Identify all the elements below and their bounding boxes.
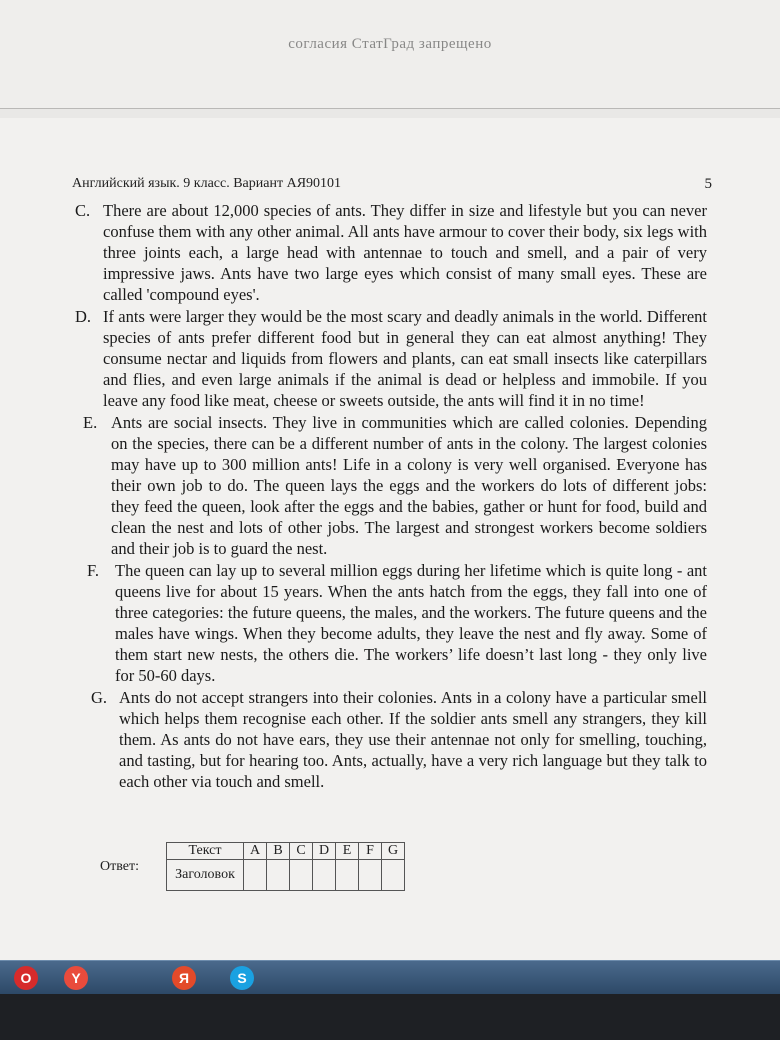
answer-blank-cell — [336, 860, 359, 891]
answer-block — [100, 842, 440, 902]
previous-page-footer-text: согласия СтатГрад запрещено — [288, 36, 492, 52]
previous-page-bottom — [0, 0, 780, 109]
taskbar — [0, 960, 780, 995]
paragraph-f — [87, 560, 707, 686]
answer-letter-cell: E — [336, 843, 359, 860]
answer-table-header-text: Текст — [167, 843, 244, 860]
paragraph-e — [83, 412, 707, 559]
paragraph-letter: C. — [75, 201, 91, 220]
page-header-title: Английский язык. 9 класс. Вариант АЯ90101 — [72, 176, 342, 191]
answer-letter-cell: D — [313, 843, 336, 860]
paragraph-d — [75, 306, 707, 411]
paragraph-text: Ants are social insects. They live in communities which are called colonies. Depending on the species, there can be a different number of ants in the colony. The largest colonies may have up to 300 million ants! Life in a colony is very well organised. Everyone has their own job to do. The queen lays the eggs and the workers do lots of different jobs: they feed the queen, look after the eggs and the babies, gather or hunt for food, build and clean the nest and lots of other jobs. The largest and strongest workers become soldiers and their job is to guard the nest. — [111, 413, 707, 558]
paragraph-letter: F. — [87, 561, 99, 580]
paragraph-text: The queen can lay up to several million eggs during her lifetime which is quite long - ant queens live for about 15 years. When the ants hatch from the eggs, they fall into one of three categories: the future queens, the males, and the workers. The future queens and the males have wings. When they become adults, they leave the nest and fly away. Some of them start new nests, the others die. The workers’ life doesn’t last long - they only live for 50-60 days. — [115, 561, 707, 685]
answer-blank-cell — [244, 860, 267, 891]
answer-letter-cell: F — [359, 843, 382, 860]
answer-letter-cell: B — [267, 843, 290, 860]
answer-table — [166, 842, 405, 891]
paragraph-letter: G. — [91, 688, 108, 707]
answer-label: Ответ: — [100, 859, 139, 874]
paragraph-g — [91, 687, 707, 792]
document-page — [0, 118, 780, 960]
answer-table-header-heading: Заголовок — [167, 860, 244, 891]
page-number: 5 — [704, 176, 712, 192]
monitor-bezel — [0, 994, 780, 1040]
answer-letter-cell: A — [244, 843, 267, 860]
skype-icon[interactable]: S — [230, 966, 254, 990]
paragraph-text: If ants were larger they would be the most scary and deadly animals in the world. Different species of ants prefer different food but in general they can eat almost anything! They consume nectar and liquids from flowers and plants, can eat small insects like caterpillars and flies, and even large animals if the animal is dead or helpless and immobile. If you leave any food like meat, cheese or sweets outside, the ants will find it in no time! — [103, 307, 707, 410]
answer-blank-cell — [267, 860, 290, 891]
paragraph-letter: D. — [75, 307, 92, 326]
answer-letter-cell: G — [382, 843, 405, 860]
opera-icon[interactable]: O — [14, 966, 38, 990]
text-paragraphs — [75, 200, 707, 793]
page-header — [72, 176, 712, 196]
answer-letter-cell: C — [290, 843, 313, 860]
yandex-browser-icon[interactable]: Y — [64, 966, 88, 990]
yandex-icon[interactable]: Я — [172, 966, 196, 990]
paragraph-text: Ants do not accept strangers into their colonies. Ants in a colony have a particular smell which helps them recognise each other. If the soldier ants smell any strangers, they kill them. As ants do not have ears, they use their antennae not only for smelling, touching, and tasting, but for hearing too. Ants, actually, have a very rich language but they talk to each other via touch and smell. — [119, 688, 707, 791]
paragraph-text: There are about 12,000 species of ants. They differ in size and lifestyle but you can never confuse them with any other animal. All ants have armour to cover their body, six legs with three joints each, a large head with antennae to touch and smell, and a pair of very impressive jaws. Ants have two large eyes which consist of many small eyes. These are called 'compound eyes'. — [103, 201, 707, 304]
answer-blank-cell — [382, 860, 405, 891]
paragraph-letter: E. — [83, 413, 98, 432]
paragraph-c — [75, 200, 707, 305]
answer-blank-cell — [359, 860, 382, 891]
answer-blank-cell — [313, 860, 336, 891]
answer-blank-cell — [290, 860, 313, 891]
